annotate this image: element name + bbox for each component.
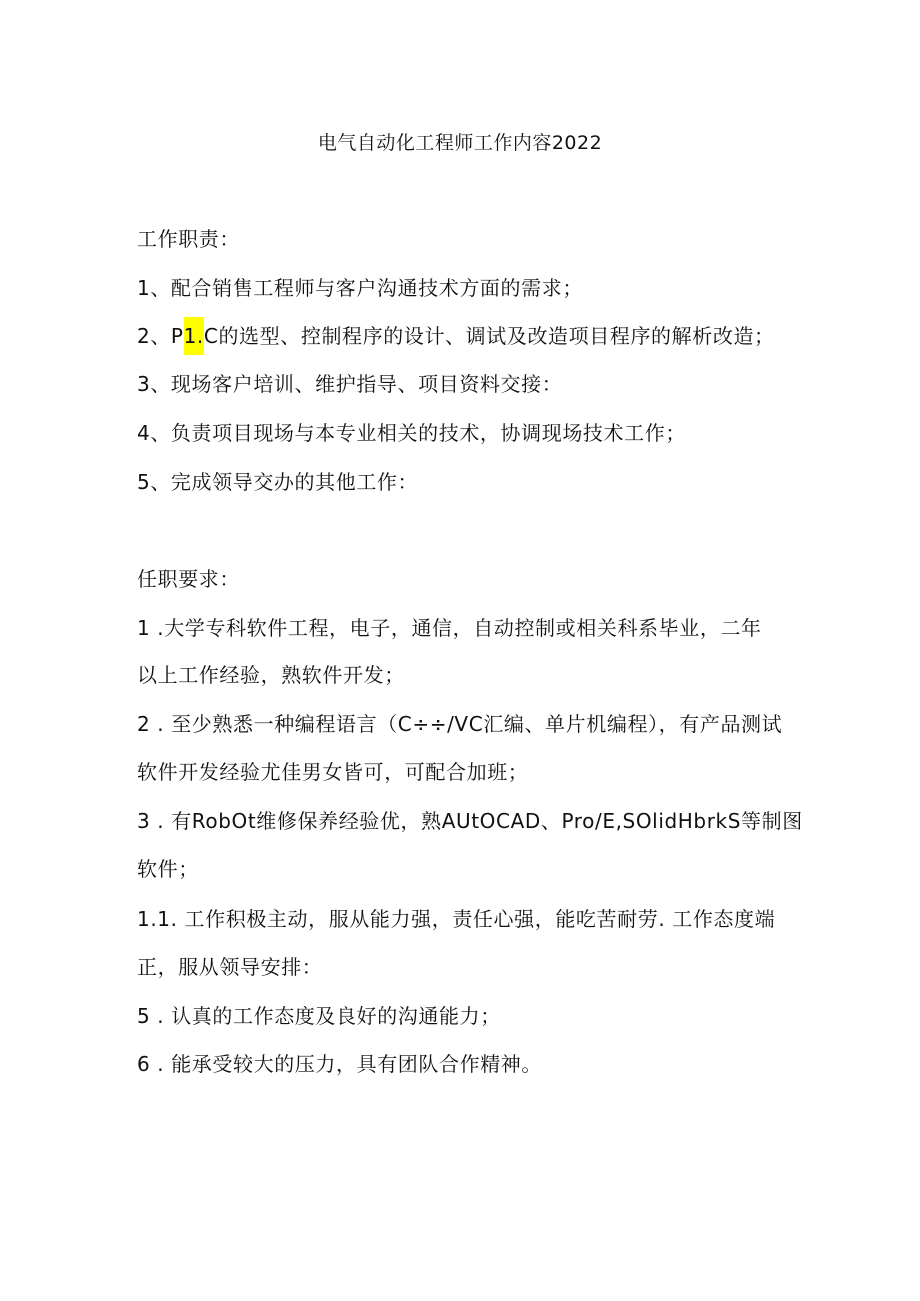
duty-item-2-prefix: 2、P	[137, 324, 184, 348]
requirement-6: 6 . 能承受较大的压力，具有团队合作精神。	[137, 1052, 542, 1076]
requirement-2-line-1: 2 . 至少熟悉一种编程语言（C÷÷/VC汇编、单片机编程），有产品测试	[137, 712, 783, 736]
requirement-4-line-2: 正，服从领导安排：	[137, 955, 323, 979]
requirement-1-line-2: 以上工作经验，熟软件开发；	[137, 663, 405, 687]
document-title: 电气自动化工程师工作内容2022	[317, 132, 603, 154]
requirement-1-line-1: 1 .大学专科软件工程，电子，通信，自动控制或相关科系毕业，二年	[137, 616, 762, 640]
requirement-3-line-1: 3 . 有RobOt维修保养经验优，熟AUtOCAD、Pro/E,SOlidHbrkS等制图	[137, 809, 803, 833]
highlighted-text: 1.	[184, 317, 204, 355]
duty-item-3: 3、现场客户培训、维护指导、项目资料交接：	[137, 372, 563, 396]
duty-item-2-suffix: C的选型、控制程序的设计、调试及改造项目程序的解析改造；	[203, 324, 775, 348]
duty-item-4: 4、负责项目现场与本专业相关的技术，协调现场技术工作；	[137, 421, 686, 445]
requirements-heading: 任职要求：	[137, 567, 240, 591]
duty-item-5: 5、完成领导交办的其他工作：	[137, 470, 419, 494]
requirement-3-line-2: 软件；	[137, 857, 199, 881]
requirement-5: 5 . 认真的工作态度及良好的沟通能力；	[137, 1004, 501, 1028]
duties-heading: 工作职责：	[137, 227, 240, 251]
duty-item-1: 1、配合销售工程师与客户沟通技术方面的需求；	[137, 276, 583, 300]
requirement-2-line-2: 软件开发经验尤佳男女皆可，可配合加班；	[137, 760, 529, 784]
duty-item-2	[137, 321, 797, 351]
requirement-4-line-1: 1.1. 工作积极主动，服从能力强，责任心强，能吃苦耐劳. 工作态度端	[137, 907, 776, 931]
